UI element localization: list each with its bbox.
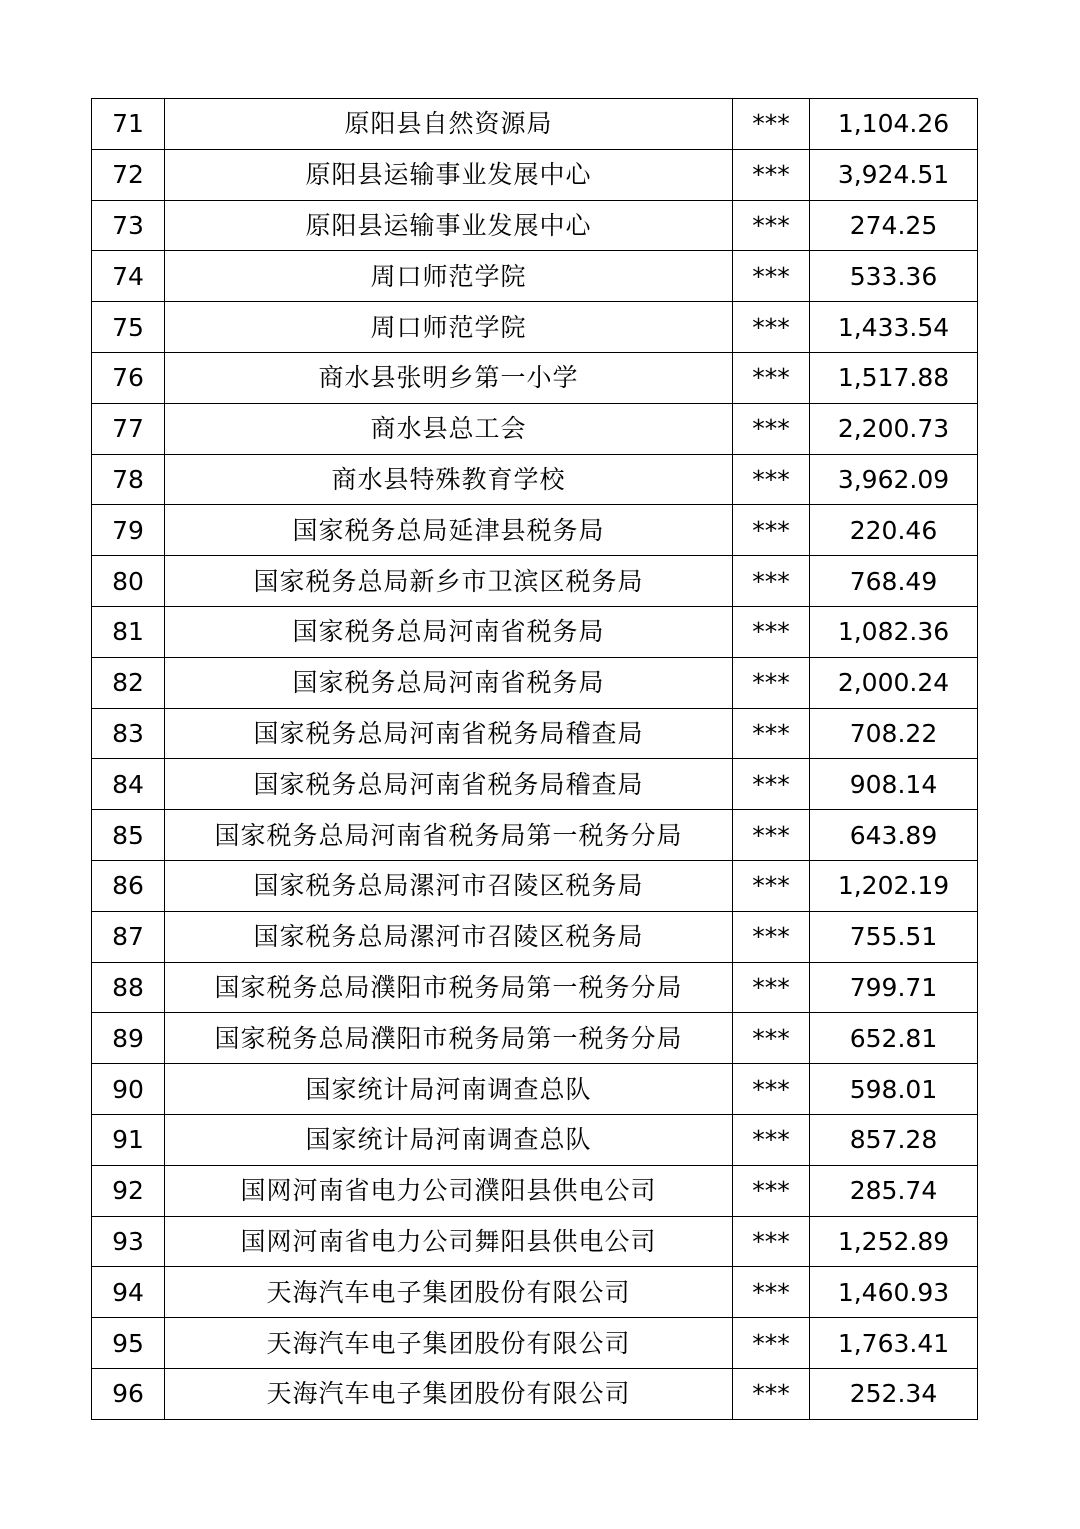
table-row <box>92 99 978 150</box>
row-number-cell: 93 <box>92 1216 165 1267</box>
row-number-cell: 72 <box>92 149 165 200</box>
table-row <box>92 1064 978 1115</box>
organization-name-cell: 原阳县运输事业发展中心 <box>165 200 733 251</box>
masked-name-cell: *** <box>733 657 810 708</box>
masked-name-cell: *** <box>733 606 810 657</box>
row-number-cell: 91 <box>92 1114 165 1165</box>
row-number-cell: 76 <box>92 352 165 403</box>
table-row <box>92 149 978 200</box>
row-number-cell: 77 <box>92 403 165 454</box>
organization-name-cell: 商水县张明乡第一小学 <box>165 352 733 403</box>
table-row <box>92 911 978 962</box>
amount-cell: 1,082.36 <box>810 606 978 657</box>
amount-cell: 2,200.73 <box>810 403 978 454</box>
masked-name-cell: *** <box>733 759 810 810</box>
row-number-cell: 86 <box>92 860 165 911</box>
table-row <box>92 962 978 1013</box>
masked-name-cell: *** <box>733 149 810 200</box>
amount-cell: 643.89 <box>810 810 978 861</box>
row-number-cell: 74 <box>92 251 165 302</box>
organization-name-cell: 原阳县自然资源局 <box>165 99 733 150</box>
table-row <box>92 1165 978 1216</box>
masked-name-cell: *** <box>733 99 810 150</box>
row-number-cell: 71 <box>92 99 165 150</box>
masked-name-cell: *** <box>733 1267 810 1318</box>
table-row <box>92 403 978 454</box>
organization-name-cell: 国家税务总局濮阳市税务局第一税务分局 <box>165 1013 733 1064</box>
organization-name-cell: 国家税务总局漯河市召陵区税务局 <box>165 911 733 962</box>
masked-name-cell: *** <box>733 200 810 251</box>
row-number-cell: 90 <box>92 1064 165 1115</box>
masked-name-cell: *** <box>733 860 810 911</box>
amount-cell: 3,924.51 <box>810 149 978 200</box>
masked-name-cell: *** <box>733 352 810 403</box>
amount-cell: 908.14 <box>810 759 978 810</box>
amount-cell: 1,433.54 <box>810 302 978 353</box>
masked-name-cell: *** <box>733 708 810 759</box>
amount-cell: 274.25 <box>810 200 978 251</box>
row-number-cell: 95 <box>92 1318 165 1369</box>
amount-cell: 857.28 <box>810 1114 978 1165</box>
table-row <box>92 302 978 353</box>
table-row <box>92 454 978 505</box>
organization-name-cell: 周口师范学院 <box>165 302 733 353</box>
amount-cell: 768.49 <box>810 556 978 607</box>
masked-name-cell: *** <box>733 454 810 505</box>
table-row <box>92 1368 978 1419</box>
masked-name-cell: *** <box>733 1165 810 1216</box>
amount-cell: 220.46 <box>810 505 978 556</box>
amount-cell: 708.22 <box>810 708 978 759</box>
organization-name-cell: 天海汽车电子集团股份有限公司 <box>165 1318 733 1369</box>
masked-name-cell: *** <box>733 556 810 607</box>
table-row <box>92 759 978 810</box>
organization-name-cell: 国家统计局河南调查总队 <box>165 1114 733 1165</box>
table-row <box>92 1114 978 1165</box>
amount-cell: 3,962.09 <box>810 454 978 505</box>
masked-name-cell: *** <box>733 810 810 861</box>
row-number-cell: 75 <box>92 302 165 353</box>
table-row <box>92 810 978 861</box>
table-row <box>92 860 978 911</box>
records-table-body <box>92 99 978 1420</box>
table-row <box>92 352 978 403</box>
table-row <box>92 708 978 759</box>
table-row <box>92 505 978 556</box>
table-row <box>92 556 978 607</box>
organization-name-cell: 商水县特殊教育学校 <box>165 454 733 505</box>
row-number-cell: 82 <box>92 657 165 708</box>
masked-name-cell: *** <box>733 251 810 302</box>
amount-cell: 799.71 <box>810 962 978 1013</box>
row-number-cell: 81 <box>92 606 165 657</box>
amount-cell: 1,252.89 <box>810 1216 978 1267</box>
row-number-cell: 73 <box>92 200 165 251</box>
amount-cell: 2,000.24 <box>810 657 978 708</box>
amount-cell: 1,763.41 <box>810 1318 978 1369</box>
masked-name-cell: *** <box>733 302 810 353</box>
organization-name-cell: 国家税务总局漯河市召陵区税务局 <box>165 860 733 911</box>
organization-name-cell: 国网河南省电力公司舞阳县供电公司 <box>165 1216 733 1267</box>
masked-name-cell: *** <box>733 911 810 962</box>
amount-cell: 598.01 <box>810 1064 978 1115</box>
masked-name-cell: *** <box>733 403 810 454</box>
table-row <box>92 1013 978 1064</box>
amount-cell: 533.36 <box>810 251 978 302</box>
table-row <box>92 606 978 657</box>
organization-name-cell: 国家税务总局河南省税务局稽查局 <box>165 759 733 810</box>
row-number-cell: 84 <box>92 759 165 810</box>
amount-cell: 652.81 <box>810 1013 978 1064</box>
masked-name-cell: *** <box>733 1216 810 1267</box>
organization-name-cell: 国家税务总局濮阳市税务局第一税务分局 <box>165 962 733 1013</box>
organization-name-cell: 天海汽车电子集团股份有限公司 <box>165 1267 733 1318</box>
row-number-cell: 92 <box>92 1165 165 1216</box>
organization-name-cell: 周口师范学院 <box>165 251 733 302</box>
organization-name-cell: 天海汽车电子集团股份有限公司 <box>165 1368 733 1419</box>
amount-cell: 1,517.88 <box>810 352 978 403</box>
amount-cell: 1,104.26 <box>810 99 978 150</box>
organization-name-cell: 国家税务总局河南省税务局 <box>165 657 733 708</box>
masked-name-cell: *** <box>733 1064 810 1115</box>
masked-name-cell: *** <box>733 1318 810 1369</box>
row-number-cell: 79 <box>92 505 165 556</box>
amount-cell: 1,202.19 <box>810 860 978 911</box>
masked-name-cell: *** <box>733 1013 810 1064</box>
row-number-cell: 89 <box>92 1013 165 1064</box>
row-number-cell: 94 <box>92 1267 165 1318</box>
table-row <box>92 200 978 251</box>
amount-cell: 285.74 <box>810 1165 978 1216</box>
table-row <box>92 1267 978 1318</box>
row-number-cell: 87 <box>92 911 165 962</box>
row-number-cell: 85 <box>92 810 165 861</box>
table-row <box>92 1216 978 1267</box>
organization-name-cell: 国家税务总局延津县税务局 <box>165 505 733 556</box>
organization-name-cell: 国网河南省电力公司濮阳县供电公司 <box>165 1165 733 1216</box>
masked-name-cell: *** <box>733 962 810 1013</box>
table-row <box>92 251 978 302</box>
records-table <box>91 98 978 1420</box>
table-row <box>92 657 978 708</box>
row-number-cell: 78 <box>92 454 165 505</box>
masked-name-cell: *** <box>733 1368 810 1419</box>
amount-cell: 1,460.93 <box>810 1267 978 1318</box>
row-number-cell: 96 <box>92 1368 165 1419</box>
amount-cell: 252.34 <box>810 1368 978 1419</box>
organization-name-cell: 国家税务总局新乡市卫滨区税务局 <box>165 556 733 607</box>
organization-name-cell: 商水县总工会 <box>165 403 733 454</box>
organization-name-cell: 原阳县运输事业发展中心 <box>165 149 733 200</box>
table-row <box>92 1318 978 1369</box>
organization-name-cell: 国家税务总局河南省税务局第一税务分局 <box>165 810 733 861</box>
row-number-cell: 83 <box>92 708 165 759</box>
organization-name-cell: 国家统计局河南调查总队 <box>165 1064 733 1115</box>
masked-name-cell: *** <box>733 1114 810 1165</box>
organization-name-cell: 国家税务总局河南省税务局 <box>165 606 733 657</box>
masked-name-cell: *** <box>733 505 810 556</box>
organization-name-cell: 国家税务总局河南省税务局稽查局 <box>165 708 733 759</box>
row-number-cell: 80 <box>92 556 165 607</box>
amount-cell: 755.51 <box>810 911 978 962</box>
row-number-cell: 88 <box>92 962 165 1013</box>
